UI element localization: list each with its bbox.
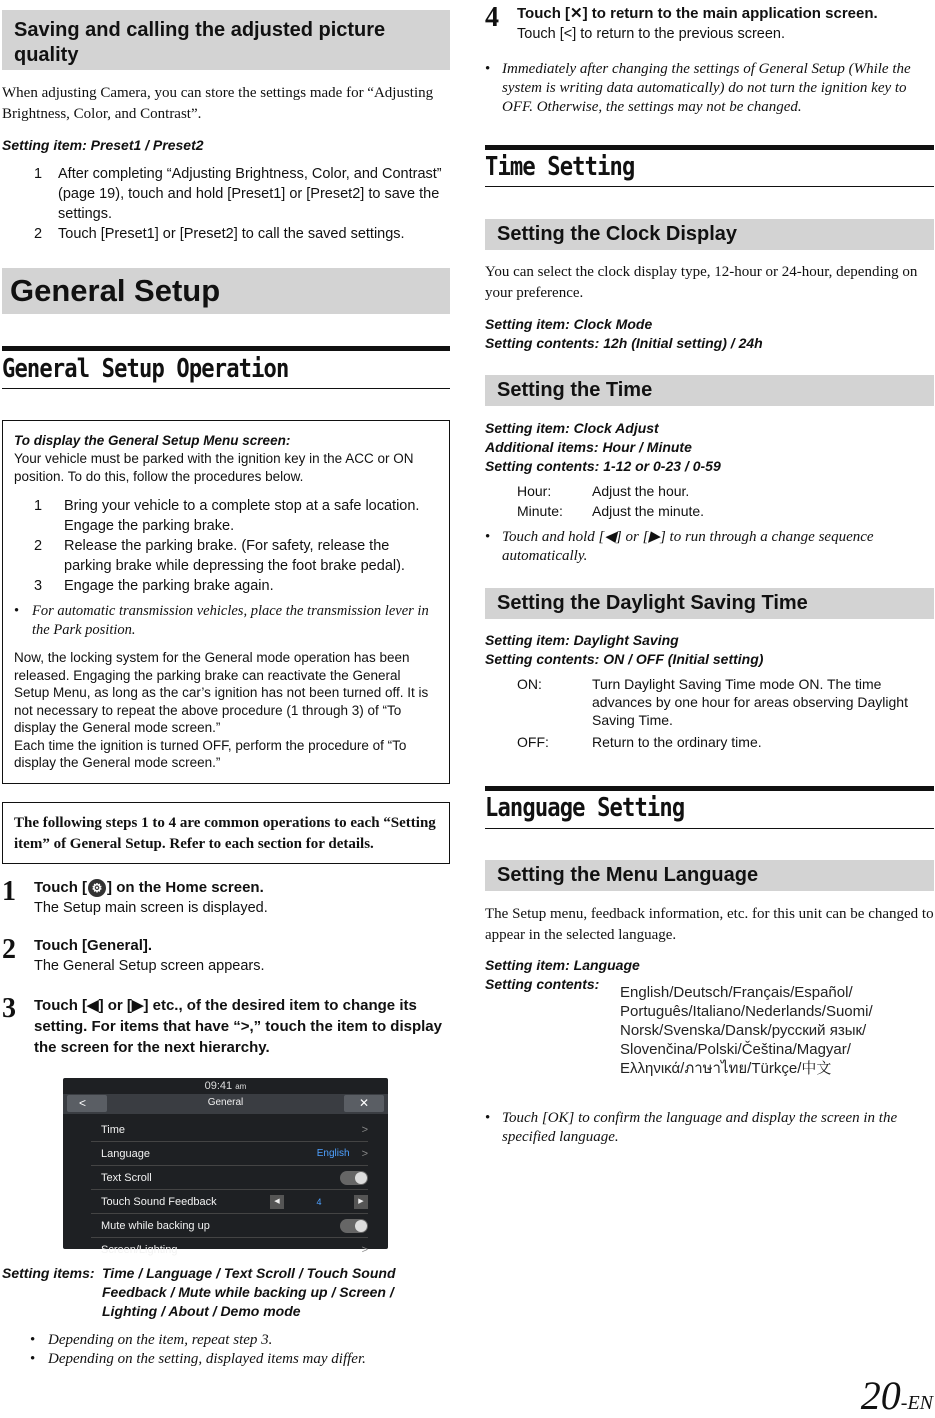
clock-mode-info: Setting item: Clock Mode Setting contents: 12h (Initial setting) / 24h (485, 316, 763, 351)
list-item: • Touch [OK] to confirm the language and display the screen in the specified language. (485, 1110, 898, 1145)
chevron-right-icon: > (361, 1244, 368, 1256)
list-item: • Depending on the item, repeat step 3. (30, 1332, 273, 1348)
language-setting-heading: Language Setting (485, 786, 934, 829)
back-button[interactable]: < (67, 1095, 107, 1112)
list-item: • For automatic transmission vehicles, place the transmission lever in the Park position. (14, 603, 429, 638)
saving-text: When adjusting Camera, you can store the settings made for “Adjusting Brightness, Color, and Contrast”. (2, 85, 434, 122)
list-item: • Immediately after changing the settings of General Setup (While the system is writing data automatically) do not turn the ignition key to OFF. Otherwise, the settings may not be changed. (485, 61, 911, 115)
clock-adjust-info: Setting item: Clock Adjust Additional items: Hour / Minute Setting contents: 1-12 or 0-23 / 0-59 (485, 420, 721, 474)
page-number: 20-EN (860, 1373, 933, 1418)
notes (30, 1331, 450, 1369)
toggle-switch[interactable] (340, 1219, 368, 1233)
language-list: English/Deutsch/Français/Español/ Português/Italiano/Nederlands/Suomi/ Norsk/Svenska/Dansk/русский язык/ Slovenčina/Polski/Čeština/Magyar/ Ελληνικά/ภาษาไทย/Türkçe/中文 (620, 984, 873, 1077)
screen-row-language[interactable]: Language English > (91, 1142, 368, 1166)
list-item: 2 Release the parking brake. (For safety, release the parking brake while depressing the foot brake pedal). (34, 538, 405, 574)
time-setting-heading: Time Setting (485, 145, 934, 187)
decrease-button[interactable]: ◀ (270, 1195, 284, 1209)
list-item: • Touch and hold [◀] or [▶] to run through a change sequence automatically. (485, 529, 874, 564)
step-1: 1 Touch [ ⚙ ] on the Home screen. The Setup main screen is displayed. (2, 876, 268, 916)
common-steps-box: The following steps 1 to 4 are common operations to each “Setting item” of General Setup. Refer to each section for details. (2, 802, 450, 864)
gear-icon: ⚙ (88, 879, 106, 897)
screen-header: < General ✕ (63, 1094, 388, 1114)
chevron-right-icon: > (361, 1147, 368, 1160)
close-icon: ✕ (570, 5, 583, 22)
list-item: 1 After completing “Adjusting Brightness, Color, and Contrast” (page 19), touch and hold [Preset1] or [Preset2] to save the settings. (34, 166, 442, 222)
screen-row-touch-sound[interactable]: Touch Sound Feedback ◀ 4 ▶ (91, 1190, 368, 1214)
step-2: 2 Touch [General]. The General Setup screen appears. (2, 934, 265, 974)
saving-setting-item: Setting item: Preset1 / Preset2 (2, 137, 204, 153)
saving-heading: Saving and calling the adjusted picture quality (2, 10, 450, 70)
screen-row-time[interactable]: Time > (91, 1118, 368, 1142)
screen-row-text-scroll[interactable]: Text Scroll (91, 1166, 368, 1190)
screen-row-screen-lighting[interactable]: Screen/Lighting > (101, 1244, 368, 1256)
list-item: 1 Bring your vehicle to a complete stop at a safe location. Engage the parking brake. (34, 498, 420, 534)
menu-language-heading: Setting the Menu Language (485, 860, 934, 891)
dst-heading: Setting the Daylight Saving Time (485, 588, 934, 619)
step-3: 3 Touch [◀] or [▶] etc., of the desired item to change its setting. For items that have “>,” touch the item to display the screen for the next hierarchy. (2, 993, 442, 1056)
chevron-right-icon: > (361, 1123, 368, 1136)
language-info: Setting item: Language Setting contents: (485, 957, 640, 992)
operation-heading: General Setup Operation (2, 346, 450, 389)
display-menu-box: To display the General Setup Menu screen: Your vehicle must be parked with the ignition key in the ACC or ON position. To do this, follow the procedures below. 1 Bring your vehicle to a complete stop at a safe location. Engage the parking brake. 2 Release the parking brake. (For safety, release the parking brake while depressing the foot brake pedal). 3 Engage the parking brake again. • For automatic transmission vehicles, place the transmission lever in the Park position. Now, the locking system for the General mode operation has been released. Engaging the parking brake can reactivate the General Setup Menu, as long as the car’s ignition has not been turned off. It is not necessary to repeat the above procedure (1 through 3) of “To display the General mode screen.” Each time the ignition is turned OFF, perform the procedure of “To display the General mode screen.” (2, 420, 450, 784)
step-4: 4 Touch [✕] to return to the main application screen. Touch [<] to return to the previous screen. (485, 2, 878, 42)
dst-info: Setting item: Daylight Saving Setting contents: ON / OFF (Initial setting) (485, 632, 764, 667)
clock-display-text: You can select the clock display type, 12-hour or 24-hour, depending on your preference. (485, 264, 918, 301)
general-setup-heading: General Setup (2, 268, 450, 314)
list-item: • Depending on the setting, displayed items may differ. (30, 1351, 366, 1367)
screen-row-mute[interactable]: Mute while backing up (91, 1214, 368, 1238)
general-setup-screen (63, 1078, 388, 1256)
status-bar: 09:41 am (204, 1080, 247, 1092)
time-heading: Setting the Time (485, 375, 934, 406)
setting-items: Setting items: Time / Language / Text Scroll / Touch Sound Feedback / Mute while backing up / Screen / Lighting / About / Demo mode (2, 1265, 396, 1319)
list-item: 2 Touch [Preset1] or [Preset2] to call the saved settings. (34, 226, 405, 242)
time-values: Hour: Adjust the hour. Minute: Adjust the minute. (517, 483, 705, 519)
increase-button[interactable]: ▶ (354, 1195, 368, 1209)
saving-steps (34, 164, 444, 244)
toggle-switch[interactable] (340, 1171, 368, 1185)
back-icon: < (563, 26, 573, 42)
list-item: 3 Engage the parking brake again. (34, 578, 274, 594)
menu-language-text: The Setup menu, feedback information, etc. for this unit can be changed to appear in the selected language. (485, 906, 934, 943)
clock-display-heading: Setting the Clock Display (485, 219, 934, 250)
dst-values: ON: Turn Daylight Saving Time mode ON. The time advances by one hour for areas observing Daylight Saving Time. OFF: Return to the ordinary time. (517, 676, 908, 750)
close-button[interactable]: ✕ (344, 1095, 384, 1112)
